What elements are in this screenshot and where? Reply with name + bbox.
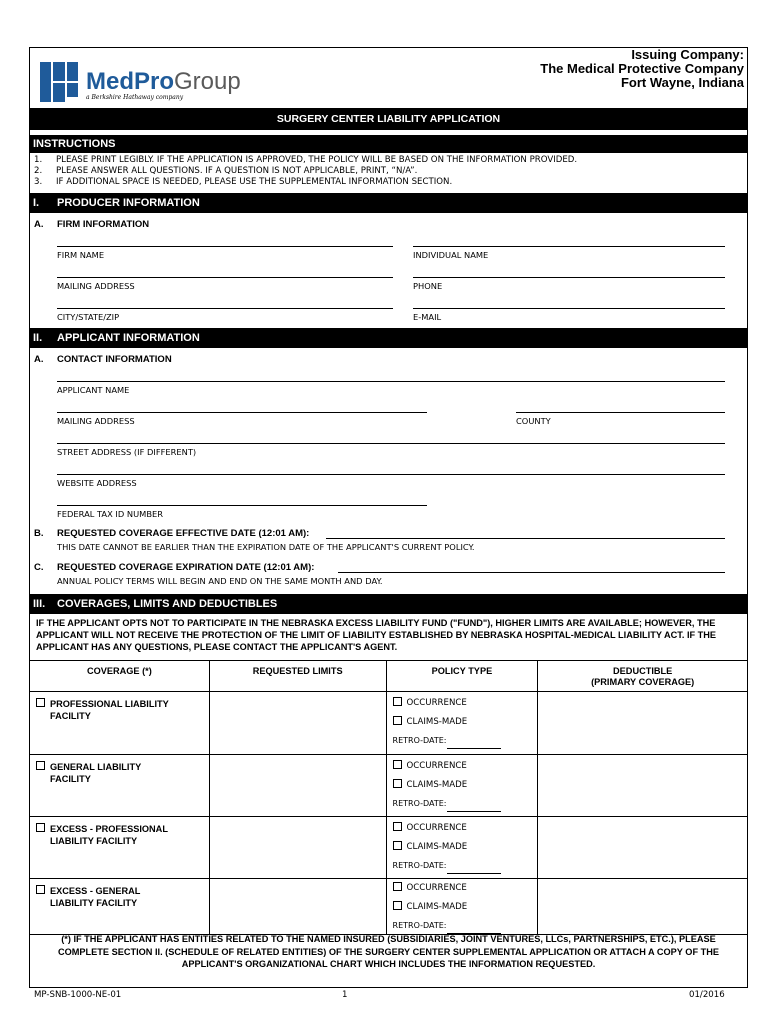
professional-liability-checkbox[interactable] — [36, 698, 45, 707]
occurrence-label: OCCURRENCE — [406, 698, 467, 708]
county-label: COUNTY — [516, 416, 551, 426]
street-address-label: STREET ADDRESS (IF DIFFERENT) — [57, 447, 197, 457]
coverage-excess-general: EXCESS - GENERAL LIABILITY FACILITY — [30, 879, 210, 935]
issuing-company — [540, 48, 744, 90]
firm-name-label: FIRM NAME — [57, 250, 105, 260]
website-label: WEBSITE ADDRESS — [57, 478, 137, 488]
page-number: 1 — [342, 990, 348, 1000]
instructions-list — [34, 155, 577, 188]
logo-tagline: a Berkshire Hathaway company — [86, 94, 184, 101]
phone-label: PHONE — [413, 281, 443, 291]
coverage-professional-liability: PROFESSIONAL LIABILITY FACILITY — [30, 692, 210, 755]
effective-date-note: THIS DATE CANNOT BE EARLIER THAN THE EXPIRATION DATE OF THE APPLICANT'S CURRENT POLICY. — [57, 542, 475, 552]
tax-id-field[interactable] — [57, 505, 427, 506]
table-row — [30, 817, 748, 879]
table-row — [30, 879, 748, 935]
claims-made-checkbox[interactable] — [393, 779, 402, 788]
expiration-date-note: ANNUAL POLICY TERMS WILL BEGIN AND END ON THE SAME MONTH AND DAY. — [57, 576, 383, 586]
applicant-mailing-address-field[interactable] — [57, 412, 427, 413]
producer-mailing-address-label: MAILING ADDRESS — [57, 281, 135, 291]
expiration-date-label: C. REQUESTED COVERAGE EXPIRATION DATE (12:01 AM): — [34, 562, 315, 573]
coverage-table — [29, 660, 748, 935]
occurrence-checkbox[interactable] — [393, 697, 402, 706]
requested-limits-cell[interactable] — [209, 817, 386, 879]
occurrence-checkbox[interactable] — [393, 822, 402, 831]
issuer-name: The Medical Protective Company — [540, 61, 744, 76]
issuer-label: Issuing Company: — [631, 47, 744, 62]
form-title: SURGERY CENTER LIABILITY APPLICATION — [29, 108, 748, 130]
requested-limits-header: REQUESTED LIMITS — [209, 661, 386, 692]
table-row — [30, 692, 748, 755]
form-code: MP-SNB-1000-NE-01 — [34, 990, 122, 1000]
county-field[interactable] — [516, 412, 725, 413]
applicant-mailing-address-label: MAILING ADDRESS — [57, 416, 135, 426]
coverage-general-liability: GENERAL LIABILITY FACILITY — [30, 755, 210, 817]
retro-date-label: RETRO-DATE: — [392, 799, 447, 808]
policy-type-cell — [386, 879, 538, 935]
deductible-header: DEDUCTIBLE (PRIMARY COVERAGE) — [538, 661, 748, 692]
effective-date-field[interactable] — [326, 538, 725, 539]
city-state-zip-field[interactable] — [57, 308, 393, 309]
claims-made-label: CLAIMS-MADE — [406, 842, 468, 852]
producer-mailing-address-field[interactable] — [57, 277, 393, 278]
fund-notice: IF THE APPLICANT OPTS NOT TO PARTICIPATE IN THE NEBRASKA EXCESS LIABILITY FUND ("FUND"), HIGHER LIMITS ARE AVAILABLE; HOWEVER, THE APPLICANT WILL NOT RECEIVE THE PROTECTION OF THE LIMIT OF LIABILITY ESTABLISHED BY NEBRASKA HOSPITAL-MEDICAL LIABILITY ACT. IF THE APPLICANT HAS ANY QUESTIONS, PLEASE CONTACT THE APPLICANT'S AGENT. — [36, 618, 717, 652]
logo-text-medpro: MedPro — [86, 68, 175, 95]
claims-made-checkbox[interactable] — [393, 841, 402, 850]
claims-made-label: CLAIMS-MADE — [406, 717, 468, 727]
instruction-item: 3. IF ADDITIONAL SPACE IS NEEDED, PLEASE USE THE SUPPLEMENTAL INFORMATION SECTION. — [34, 177, 453, 187]
individual-name-field[interactable] — [413, 246, 725, 247]
deductible-cell[interactable] — [538, 817, 748, 879]
retro-date-label: RETRO-DATE: — [392, 861, 447, 870]
claims-made-checkbox[interactable] — [393, 901, 402, 910]
policy-type-cell — [386, 692, 538, 755]
requested-limits-cell[interactable] — [209, 879, 386, 935]
coverage-header: COVERAGE (*) — [30, 661, 210, 692]
retro-date-field[interactable] — [447, 863, 501, 874]
svg-text:MedProGroup — [86, 68, 241, 95]
expiration-date-field[interactable] — [338, 572, 725, 573]
instructions-heading: INSTRUCTIONS — [29, 135, 748, 153]
issuer-location: Fort Wayne, Indiana — [620, 75, 744, 90]
instruction-item: 1. PLEASE PRINT LEGIBLY. IF THE APPLICATION IS APPROVED, THE POLICY WILL BE BASED ON THE INFORMATION PROVIDED. — [34, 155, 578, 165]
claims-made-label: CLAIMS-MADE — [406, 902, 468, 912]
logo-mark-icon — [40, 62, 78, 102]
occurrence-checkbox[interactable] — [393, 882, 402, 891]
tax-id-label: FEDERAL TAX ID NUMBER — [57, 509, 164, 519]
contact-information-label: A. CONTACT INFORMATION — [34, 354, 172, 365]
individual-name-label: INDIVIDUAL NAME — [413, 250, 489, 260]
deductible-cell[interactable] — [538, 755, 748, 817]
requested-limits-cell[interactable] — [209, 692, 386, 755]
occurrence-label: OCCURRENCE — [406, 883, 467, 893]
claims-made-label: CLAIMS-MADE — [406, 780, 468, 790]
occurrence-label: OCCURRENCE — [406, 761, 467, 771]
email-field[interactable] — [413, 308, 725, 309]
general-liability-checkbox[interactable] — [36, 761, 45, 770]
occurrence-checkbox[interactable] — [393, 760, 402, 769]
retro-date-field[interactable] — [447, 801, 501, 812]
retro-date-label: RETRO-DATE: — [392, 921, 447, 930]
requested-limits-cell[interactable] — [209, 755, 386, 817]
logo-text-group: Group — [174, 68, 241, 95]
policy-type-cell — [386, 817, 538, 879]
coverage-excess-professional: EXCESS - PROFESSIONAL LIABILITY FACILITY — [30, 817, 210, 879]
firm-information-label: A. FIRM INFORMATION — [34, 219, 150, 230]
street-address-field[interactable] — [57, 443, 725, 444]
applicant-name-label: APPLICANT NAME — [57, 385, 130, 395]
excess-general-checkbox[interactable] — [36, 885, 45, 894]
retro-date-field[interactable] — [447, 738, 501, 749]
retro-date-label: RETRO-DATE: — [392, 736, 447, 745]
section-3-heading: III. COVERAGES, LIMITS AND DEDUCTIBLES — [29, 594, 748, 614]
related-entities-note: (*) IF THE APPLICANT HAS ENTITIES RELATED TO THE NAMED INSURED (SUBSIDIARIES, JOINT VENTURES, LLCs, PARTNERSHIPS, ETC.), PLEASE COMPLETE SECTION II. (SCHEDULE OF RELATED ENTITIES) OF THE SURGERY CENTER SUPPLEMENTAL APPLICATION OR ATTACH A COPY OF THE APPLICANT'S ORGANIZATIONAL CHART WHICH INCLUDES THE INFORMATION REQUESTED. — [57, 934, 719, 969]
coverage-table-header — [30, 661, 748, 692]
claims-made-checkbox[interactable] — [393, 716, 402, 725]
email-label: E-MAIL — [413, 312, 442, 322]
section-1-heading: I. PRODUCER INFORMATION — [29, 193, 748, 213]
occurrence-label: OCCURRENCE — [406, 823, 467, 833]
firm-name-field[interactable] — [57, 246, 393, 247]
deductible-cell[interactable] — [538, 879, 748, 935]
city-state-zip-label: CITY/STATE/ZIP — [57, 312, 120, 322]
phone-field[interactable] — [413, 277, 725, 278]
policy-type-header: POLICY TYPE — [386, 661, 538, 692]
effective-date-label: B. REQUESTED COVERAGE EFFECTIVE DATE (12:01 AM): — [34, 528, 310, 539]
form-date: 01/2016 — [689, 990, 725, 1000]
applicant-name-field[interactable] — [57, 381, 725, 382]
table-row — [30, 755, 748, 817]
website-field[interactable] — [57, 474, 725, 475]
excess-professional-checkbox[interactable] — [36, 823, 45, 832]
deductible-cell[interactable] — [538, 692, 748, 755]
section-2-heading: II. APPLICANT INFORMATION — [29, 328, 748, 348]
instruction-item: 2. PLEASE ANSWER ALL QUESTIONS. IF A QUESTION IS NOT APPLICABLE, PRINT, “N/A”. — [34, 166, 418, 176]
policy-type-cell — [386, 755, 538, 817]
